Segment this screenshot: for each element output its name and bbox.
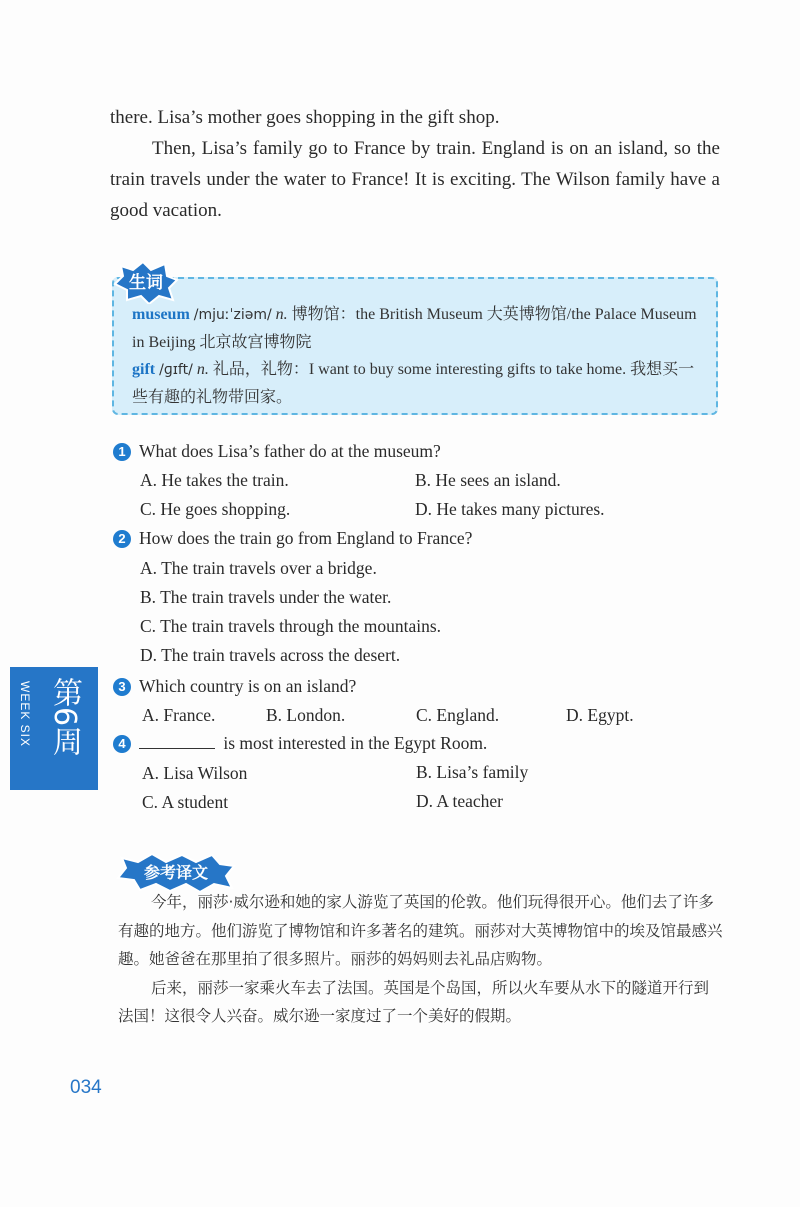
- q4-option-c: C. A student: [142, 792, 229, 812]
- vocabulary-box: [112, 277, 718, 415]
- week-tab-english: WEEK SIX: [18, 681, 32, 748]
- story-line-1: there. Lisa’s mother goes shopping in the gift shop.: [110, 107, 500, 128]
- q1-option-d: D. He takes many pictures.: [415, 499, 605, 519]
- vocab-entry-museum: [132, 301, 702, 356]
- week-tab: [10, 667, 98, 790]
- vocab-pron-gift: /ɡɪft/: [159, 362, 193, 378]
- q2-option-d: D. The train travels across the desert.: [140, 645, 401, 665]
- vocab-def-gift: 礼品，礼物：I want to buy some interesting gifts to take home. 我想买一些有趣的礼物带回家。: [132, 361, 695, 406]
- q4-option-a: A. Lisa Wilson: [142, 763, 248, 783]
- question-2: [113, 528, 472, 549]
- question-1: [113, 441, 441, 462]
- vocab-word-gift: gift: [132, 361, 156, 378]
- vocab-pos-museum: n.: [275, 306, 288, 323]
- vocab-def-museum: 博物馆：the British Museum 大英博物馆/the Palace Museum in Beijing 北京故宫博物院: [132, 306, 697, 351]
- vocab-starburst-badge: [113, 260, 179, 304]
- q3-option-c: C. England.: [416, 705, 500, 725]
- translation-text: [118, 888, 723, 1031]
- question-text: What does Lisa’s father do at the museum?: [139, 441, 441, 461]
- question-text: is most interested in the Egypt Room.: [223, 733, 488, 753]
- story-text: [110, 102, 720, 226]
- vocab-pos-gift: n.: [196, 361, 209, 378]
- vocab-badge-label: 生词: [129, 273, 163, 293]
- question-4: [113, 733, 487, 754]
- answer-blank: [139, 734, 215, 749]
- question-number-badge: 4: [113, 735, 131, 753]
- vocab-entry-gift: [132, 356, 702, 411]
- question-number-badge: 3: [113, 678, 131, 696]
- q2-option-b: B. The train travels under the water.: [140, 587, 392, 607]
- question-number-badge: 2: [113, 530, 131, 548]
- q1-option-b: B. He sees an island.: [415, 470, 561, 490]
- story-paragraph-2: Then, Lisa’s family go to France by train. England is on an island, so the train travels under the water to France! It is exciting. The Wilson family have a good vacation.: [110, 138, 720, 221]
- question-text: How does the train go from England to France?: [139, 528, 473, 548]
- question-text: Which country is on an island?: [139, 676, 357, 696]
- week-tab-chinese: 第6周: [47, 677, 82, 757]
- q3-option-a: A. France.: [142, 705, 216, 725]
- q3-option-b: B. London.: [266, 705, 346, 725]
- vocab-pron-museum: /mjuːˈziəm/: [193, 307, 272, 323]
- page-number: 034: [70, 1077, 102, 1098]
- translation-starburst-badge: [116, 852, 236, 892]
- q1-option-c: C. He goes shopping.: [140, 499, 291, 519]
- q2-option-c: C. The train travels through the mountains.: [140, 616, 442, 636]
- translation-badge-label: 参考译文: [143, 863, 209, 882]
- vocab-word-museum: museum: [132, 306, 190, 323]
- translation-paragraph-1: 今年，丽莎·威尔逊和她的家人游览了英国的伦敦。他们玩得很开心。他们去了许多有趣的地方。他们游览了博物馆和许多著名的建筑。丽莎对大英博物馆中的埃及馆最感兴趣。她爸爸在那里拍了很多照片。丽莎的妈妈则去礼品店购物。: [118, 893, 723, 968]
- q1-option-a: A. He takes the train.: [140, 470, 289, 490]
- q3-option-d: D. Egypt.: [566, 705, 634, 725]
- question-3: [113, 676, 356, 697]
- question-number-badge: 1: [113, 443, 131, 461]
- translation-paragraph-2: 后来，丽莎一家乘火车去了法国。英国是个岛国，所以火车要从水下的隧道开行到法国！这很令人兴奋。威尔逊一家度过了一个美好的假期。: [118, 978, 710, 1025]
- q4-option-d: D. A teacher: [416, 791, 503, 811]
- q4-option-b: B. Lisa’s family: [416, 762, 529, 782]
- q2-option-a: A. The train travels over a bridge.: [140, 558, 377, 578]
